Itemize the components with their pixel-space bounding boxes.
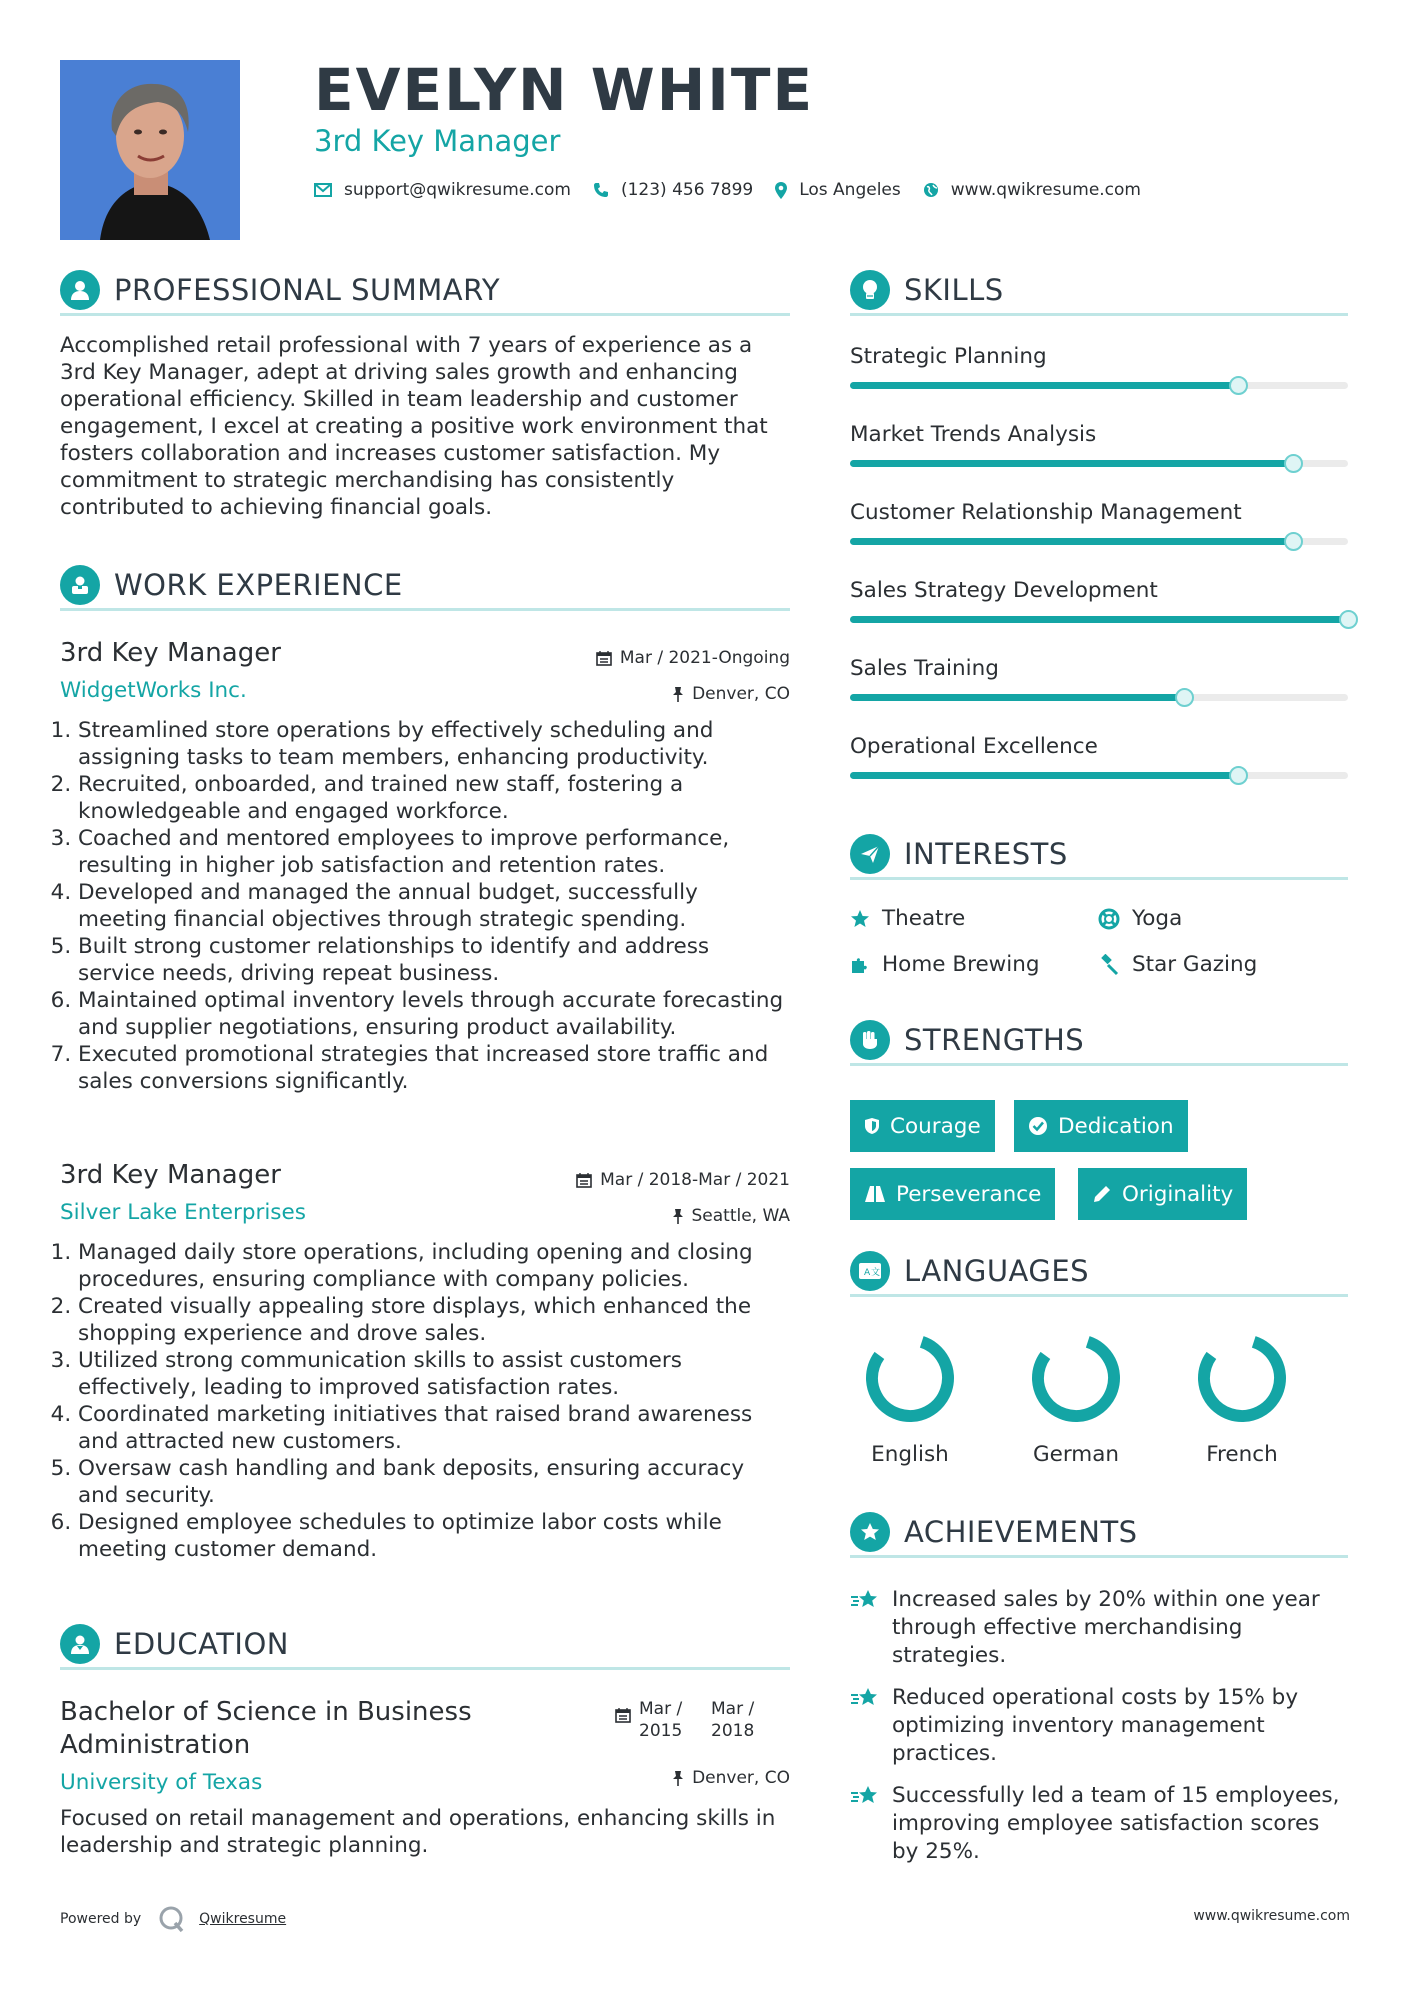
strength-tag [1078, 1168, 1247, 1220]
language-progress-ring [1194, 1330, 1290, 1426]
education-end: Mar / 2018 [711, 1699, 755, 1741]
achievement-item [850, 1684, 1350, 1768]
skill-item [850, 656, 1348, 681]
summary-heading [60, 272, 790, 316]
interest-item [850, 952, 1040, 977]
shield-icon [864, 1117, 880, 1135]
interest-item [1098, 952, 1257, 977]
language-progress-ring [1028, 1330, 1124, 1426]
achievement-text: Increased sales by 20% within one year through effective merchandising strategies. [892, 1587, 1320, 1668]
skill-bar-track [850, 616, 1348, 623]
language-name: French [1206, 1442, 1278, 1467]
skill-level-knob [1175, 688, 1194, 707]
interest-label: Home Brewing [882, 952, 1040, 977]
skill-name: Operational Excellence [850, 734, 1098, 759]
profile-photo [60, 60, 240, 240]
job-location [672, 1206, 791, 1226]
languages-section [850, 1253, 1348, 1297]
globe-icon [923, 182, 939, 198]
job-duties-list [60, 717, 790, 1095]
job-entry [60, 638, 790, 1095]
skill-level-knob [1284, 532, 1303, 551]
skill-item [850, 344, 1348, 369]
education-dates [615, 1698, 771, 1742]
strength-tag [1014, 1100, 1188, 1152]
language-item [1172, 1330, 1312, 1467]
svg-text:文: 文 [871, 1267, 881, 1278]
duty-item: 2. Recruited, onboarded, and trained new staff, fostering a knowledgeable and engaged workforce. [78, 771, 790, 825]
skill-item [850, 422, 1348, 447]
duty-item: 1. Streamlined store operations by effectively scheduling and assigning tasks to team members, enhancing productivity. [78, 717, 790, 771]
location-text: Los Angeles [799, 180, 901, 200]
strength-label: Originality [1122, 1181, 1234, 1207]
phone-icon [593, 182, 609, 198]
achievement-text: Reduced operational costs by 15% by optimizing inventory management practices. [892, 1685, 1299, 1766]
language-name: German [1032, 1442, 1120, 1467]
job-company: Silver Lake Enterprises [60, 1200, 306, 1225]
job-location-text: Seattle, WA [691, 1206, 790, 1226]
interest-label: Yoga [1132, 906, 1183, 931]
skill-name: Market Trends Analysis [850, 422, 1097, 447]
strengths-title: STRENGTHS [904, 1022, 1085, 1057]
skill-name: Sales Training [850, 656, 999, 681]
skill-item [850, 734, 1348, 759]
paper-plane-icon [850, 834, 890, 874]
achievement-item [850, 1586, 1350, 1670]
job-duties-list [60, 1239, 790, 1563]
shooting-star-icon [850, 1784, 882, 1810]
skill-name: Customer Relationship Management [850, 500, 1242, 525]
svg-text:A: A [864, 1267, 871, 1278]
duty-item: 3. Utilized strong communication skills to assist customers effectively, leading to improved satisfaction rates. [78, 1347, 790, 1401]
calendar-icon [576, 1172, 592, 1188]
skill-item [850, 500, 1348, 525]
pushpin-icon [672, 1770, 684, 1786]
school-name: University of Texas [60, 1770, 263, 1795]
user-icon [60, 270, 100, 310]
summary-section [60, 272, 790, 521]
duty-item: 1. Managed daily store operations, including opening and closing procedures, ensuring compliance with company policies. [78, 1239, 790, 1293]
education-location [672, 1768, 790, 1788]
star-icon [850, 909, 870, 929]
language-item [840, 1330, 980, 1467]
strengths-section [850, 1022, 1348, 1066]
candidate-name: EVELYN WHITE [314, 56, 815, 124]
contact-phone[interactable] [593, 180, 753, 200]
achievements-section [850, 1514, 1348, 1558]
skills-section [850, 272, 1348, 316]
job-dates [576, 1170, 790, 1190]
calendar-icon [596, 650, 612, 666]
skill-bar-track [850, 460, 1348, 467]
interests-section [850, 836, 1348, 880]
duty-item: 2. Created visually appealing store displays, which enhanced the shopping experience and drove sales. [78, 1293, 790, 1347]
skill-bar-fill [850, 382, 1238, 389]
achievements-heading [850, 1514, 1348, 1558]
calendar-icon [615, 1707, 631, 1723]
skill-bar-fill [850, 772, 1238, 779]
summary-title: PROFESSIONAL SUMMARY [114, 272, 501, 307]
skill-bar-track [850, 772, 1348, 779]
fist-icon [850, 1020, 890, 1060]
language-item [1006, 1330, 1146, 1467]
briefcase-icon [60, 565, 100, 605]
pushpin-icon [672, 1208, 684, 1224]
duty-item: 4. Coordinated marketing initiatives that raised brand awareness and attracted new customers. [78, 1401, 790, 1455]
experience-section [60, 567, 790, 611]
strength-label: Perseverance [896, 1181, 1042, 1207]
shooting-star-icon [850, 1686, 882, 1712]
contact-location [775, 180, 901, 200]
achievement-item [850, 1782, 1350, 1866]
award-star-icon [850, 1512, 890, 1552]
job-title: 3rd Key Manager [60, 1160, 281, 1190]
portrait-image [60, 60, 240, 240]
duty-item: 5. Oversaw cash handling and bank deposits, ensuring accuracy and security. [78, 1455, 790, 1509]
interest-item [850, 906, 965, 931]
qwikresume-link[interactable]: Qwikresume [199, 1911, 287, 1927]
interest-label: Star Gazing [1132, 952, 1258, 977]
map-pin-icon [775, 182, 787, 199]
strength-tag [850, 1100, 995, 1152]
achievement-text: Successfully led a team of 15 employees, improving employee satisfaction scores by 25%. [892, 1783, 1340, 1864]
skill-bar-fill [850, 538, 1293, 545]
envelope-icon [314, 183, 332, 197]
duty-item: 6. Designed employee schedules to optimize labor costs while meeting customer demand. [78, 1509, 790, 1563]
duty-item: 4. Developed and managed the annual budget, successfully meeting financial objectives through strategic spending. [78, 879, 790, 933]
interests-title: INTERESTS [904, 836, 1068, 871]
skills-heading [850, 272, 1348, 316]
job-dates-text: Mar / 2018-Mar / 2021 [600, 1170, 790, 1190]
interests-heading [850, 836, 1348, 880]
skill-level-knob [1284, 454, 1303, 473]
puzzle-icon [850, 955, 870, 975]
degree-title: Bachelor of Science in Business Administration [60, 1697, 472, 1760]
contact-bar [314, 180, 1163, 200]
education-description: Focused on retail management and operations, enhancing skills in leadership and strategic planning. [60, 1806, 776, 1858]
shooting-star-icon [850, 1588, 882, 1614]
footer-url[interactable]: www.qwikresume.com [1193, 1908, 1350, 1924]
powered-by-text: Powered by [60, 1911, 142, 1927]
duty-item: 5. Built strong customer relationships to identify and address service needs, driving repeat business. [78, 933, 790, 987]
footer-powered [60, 1904, 286, 1934]
skill-level-knob [1229, 376, 1248, 395]
contact-email[interactable] [314, 180, 571, 200]
website-text: www.qwikresume.com [950, 180, 1141, 200]
lightbulb-icon [850, 270, 890, 310]
email-text: support@qwikresume.com [344, 180, 571, 200]
pushpin-icon [672, 686, 684, 702]
skill-bar-track [850, 538, 1348, 545]
job-dates-text: Mar / 2021-Ongoing [619, 648, 790, 668]
road-icon [864, 1185, 886, 1203]
job-title: 3rd Key Manager [60, 638, 281, 668]
education-section [60, 1626, 790, 1670]
skill-bar-track [850, 382, 1348, 389]
skills-title: SKILLS [904, 272, 1004, 307]
skill-level-knob [1229, 766, 1248, 785]
job-dates [596, 648, 790, 668]
education-location-text: Denver, CO [692, 1768, 790, 1788]
interest-label: Theatre [882, 906, 966, 931]
candidate-role: 3rd Key Manager [314, 124, 561, 158]
qwikresume-logo-icon [157, 1904, 187, 1934]
interest-item [1098, 906, 1182, 931]
experience-title: WORK EXPERIENCE [114, 567, 403, 602]
contact-website[interactable] [923, 180, 1141, 200]
graduation-icon [60, 1624, 100, 1664]
education-start: Mar / 2015 [639, 1699, 683, 1741]
languages-title: LANGUAGES [904, 1253, 1090, 1288]
check-circle-icon [1028, 1116, 1048, 1136]
skill-bar-fill [850, 616, 1348, 623]
skill-name: Sales Strategy Development [850, 578, 1158, 603]
gavel-icon [1098, 954, 1120, 976]
language-progress-ring [862, 1330, 958, 1426]
skill-bar-fill [850, 460, 1293, 467]
strength-label: Courage [890, 1113, 981, 1139]
duty-item: 6. Maintained optimal inventory levels through accurate forecasting and supplier negotiations, ensuring product availability. [78, 987, 790, 1041]
education-heading [60, 1626, 790, 1670]
education-entry [60, 1696, 790, 1859]
job-location-text: Denver, CO [692, 684, 790, 704]
skill-item [850, 578, 1348, 603]
phone-text: (123) 456 7899 [620, 180, 754, 200]
language-icon [850, 1251, 890, 1291]
skill-level-knob [1339, 610, 1358, 629]
language-name: English [871, 1442, 949, 1467]
skill-name: Strategic Planning [850, 344, 1047, 369]
job-company: WidgetWorks Inc. [60, 678, 247, 703]
strength-tag [850, 1168, 1055, 1220]
skill-bar-fill [850, 694, 1184, 701]
lifebuoy-icon [1098, 908, 1120, 930]
experience-heading [60, 567, 790, 611]
pencil-icon [1092, 1184, 1112, 1204]
duty-item: 3. Coached and mentored employees to improve performance, resulting in higher job satisfaction and retention rates. [78, 825, 790, 879]
education-title: EDUCATION [114, 1626, 290, 1661]
achievements-title: ACHIEVEMENTS [904, 1514, 1138, 1549]
strength-label: Dedication [1058, 1113, 1174, 1139]
job-entry [60, 1160, 790, 1563]
skill-bar-track [850, 694, 1348, 701]
strengths-heading [850, 1022, 1348, 1066]
languages-heading [850, 1253, 1348, 1297]
job-location [672, 684, 790, 704]
summary-text: Accomplished retail professional with 7 years of experience as a 3rd Key Manager, adept at driving sales growth and enhancing operational efficiency. Skilled in team leadership and customer engagement, I excel at creating a positive work environment that fosters collaboration and increases customer satisfaction. My commitment to strategic merchandising has consistently contributed to achieving financial goals. [60, 333, 768, 520]
duty-item: 7. Executed promotional strategies that increased store traffic and sales conversions significantly. [78, 1041, 790, 1095]
